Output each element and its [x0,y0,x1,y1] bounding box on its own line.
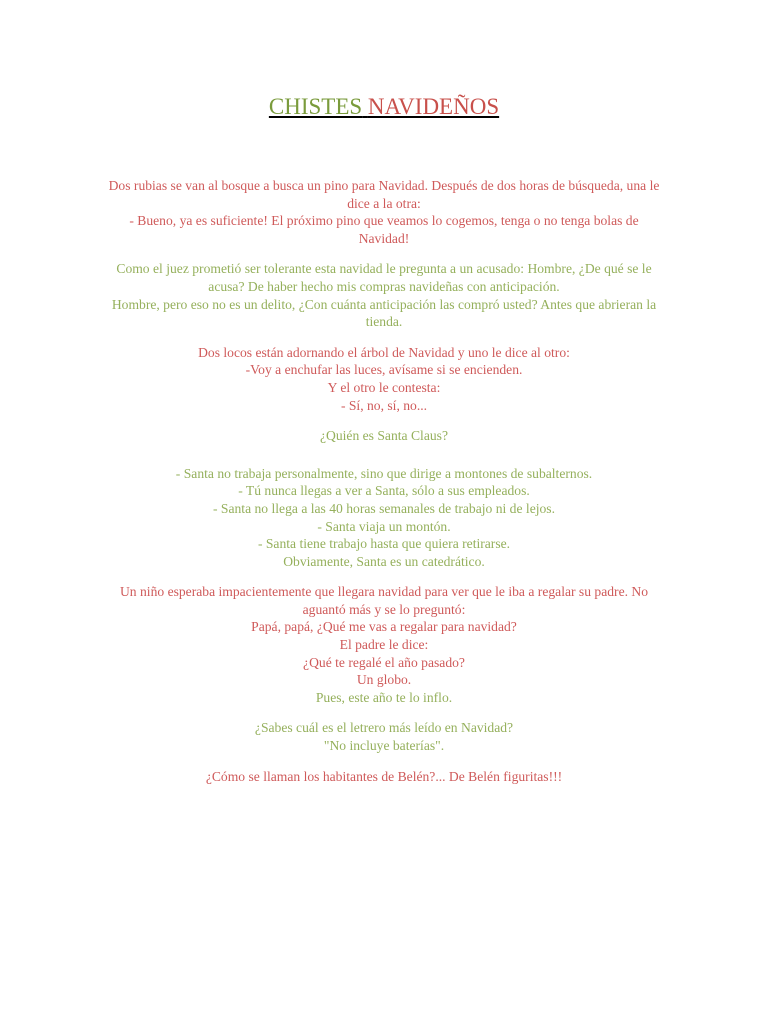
joke-line: -Voy a enchufar las luces, avísame si se encienden. [245,362,523,378]
joke-line: Y el otro le contesta: [327,379,441,395]
joke-line: El padre le dice: [339,637,429,653]
joke-letrero [108,719,660,754]
joke-line: Como el juez prometió ser tolerante esta navidad le pregunta a un acusado: Hombre, ¿De qué se le acusa? De haber hecho mis compras navideñas con anticipación. [116,261,652,294]
title-word-chistes: CHISTES [268,94,363,119]
joke-line: - Tú nunca llegas a ver a Santa, sólo a sus empleados. [238,483,530,499]
jokes-content [108,177,660,798]
joke-line: ¿Quién es Santa Claus? [320,428,448,444]
joke-line: - Santa no trabaja personalmente, sino que dirige a montones de subalternos. [175,465,593,481]
joke-locos [108,344,660,414]
joke-santa-question [108,427,660,445]
joke-santa-answers [108,465,660,571]
title-word-navidenos: NAVIDEÑOS [367,94,500,119]
joke-line: - Santa viaja un montón. [317,518,451,534]
joke-line: ¿Sabes cuál es el letrero más leído en Navidad? [254,720,514,736]
joke-rubias [108,177,660,247]
joke-nino-globo [108,583,660,706]
joke-juez [108,260,660,330]
joke-line: - Sí, no, sí, no... [340,397,428,413]
joke-line: ¿Cómo se llaman los habitantes de Belén?... De Belén figuritas!!! [205,768,563,784]
joke-line: Pues, este año te lo inflo. [315,689,453,705]
joke-line: Un globo. [356,672,412,688]
joke-line: - Bueno, ya es suficiente! El próximo pino que veamos lo cogemos, tenga o no tenga bolas de Navidad! [129,213,639,246]
joke-line: - Santa no llega a las 40 horas semanales de trabajo ni de lejos. [212,500,555,516]
page-title [0,92,768,122]
joke-line: - Santa tiene trabajo hasta que quiera retirarse. [257,536,511,552]
joke-line: Dos locos están adornando el árbol de Navidad y uno le dice al otro: [198,344,570,360]
joke-line: Obviamente, Santa es un catedrático. [283,553,485,569]
joke-line: Hombre, pero eso no es un delito, ¿Con cuánta anticipación las compró usted? Antes que abrieran la tienda. [111,296,657,330]
joke-line: Un niño esperaba impacientemente que llegara navidad para ver que le iba a regalar su padre. No aguantó más y se lo preguntó: [119,584,649,617]
joke-belen [108,768,660,786]
joke-line: Papá, papá, ¿Qué me vas a regalar para navidad? [251,619,517,635]
joke-line: ¿Qué te regalé el año pasado? [303,654,465,670]
joke-line: "No incluye baterías". [323,738,445,754]
joke-line: Dos rubias se van al bosque a busca un pino para Navidad. Después de dos horas de búsqueda, una le dice a la otra: [108,178,660,211]
